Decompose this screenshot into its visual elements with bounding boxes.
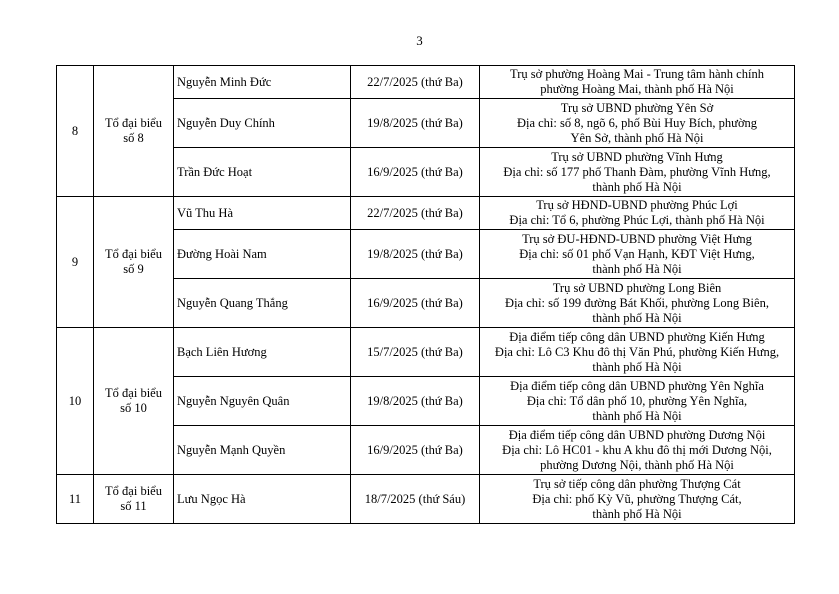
date-cell: 15/7/2025 (thứ Ba) bbox=[351, 328, 480, 377]
place-line: phường Hoàng Mai, thành phố Hà Nội bbox=[540, 82, 734, 96]
place-line: Địa chỉ: số 01 phố Vạn Hạnh, KĐT Việt Hưng, bbox=[519, 246, 755, 261]
place-line: Trụ sở UBND phường Long Biên bbox=[552, 280, 722, 295]
place-cell bbox=[480, 426, 795, 475]
group-name-line: số 8 bbox=[123, 131, 144, 145]
group-name-cell bbox=[94, 197, 174, 328]
group-name-line: Tổ đại biểu bbox=[105, 247, 162, 261]
page-number: 3 bbox=[416, 33, 423, 48]
place-cell bbox=[480, 475, 795, 524]
schedule-table bbox=[56, 65, 795, 524]
delegate-name-cell: Bạch Liên Hương bbox=[174, 328, 351, 377]
delegate-name-cell: Nguyễn Quang Thắng bbox=[174, 279, 351, 328]
table-row bbox=[57, 475, 795, 524]
delegate-name-cell: Đường Hoài Nam bbox=[174, 230, 351, 279]
place-line: Địa điểm tiếp công dân UBND phường Yên Nghĩa bbox=[510, 378, 764, 393]
place-line: thành phố Hà Nội bbox=[592, 261, 682, 276]
group-name-line: số 11 bbox=[120, 499, 147, 513]
date-cell: 16/9/2025 (thứ Ba) bbox=[351, 279, 480, 328]
place-line: Địa chỉ: Tổ dân phố 10, phường Yên Nghĩa, bbox=[526, 393, 748, 408]
date-cell: 19/8/2025 (thứ Ba) bbox=[351, 230, 480, 279]
date-cell: 22/7/2025 (thứ Ba) bbox=[351, 197, 480, 230]
place-cell bbox=[480, 279, 795, 328]
group-number-cell: 10 bbox=[57, 328, 94, 475]
group-name-line: Tổ đại biểu bbox=[105, 386, 162, 400]
place-cell bbox=[480, 148, 795, 197]
date-cell: 18/7/2025 (thứ Sáu) bbox=[351, 475, 480, 524]
place-line: thành phố Hà Nội bbox=[592, 359, 682, 374]
place-cell bbox=[480, 66, 795, 99]
group-number-cell: 11 bbox=[57, 475, 94, 524]
group-name-cell bbox=[94, 328, 174, 475]
place-line: Trụ sở ĐU-HĐND-UBND phường Việt Hưng bbox=[522, 231, 752, 246]
delegate-name-cell: Nguyễn Duy Chính bbox=[174, 99, 351, 148]
place-cell bbox=[480, 328, 795, 377]
group-name-line: Tổ đại biểu bbox=[105, 116, 162, 130]
place-line: Địa chỉ: phố Kỳ Vũ, phường Thượng Cát, bbox=[532, 491, 742, 506]
group-name-cell bbox=[94, 66, 174, 197]
place-line: Trụ sở phường Hoàng Mai - Trung tâm hành chính bbox=[510, 67, 764, 81]
place-cell bbox=[480, 230, 795, 279]
group-number-cell: 9 bbox=[57, 197, 94, 328]
group-name-line: số 9 bbox=[123, 262, 144, 276]
place-line: phường Dương Nội, thành phố Hà Nội bbox=[540, 457, 734, 472]
place-line: thành phố Hà Nội bbox=[592, 506, 682, 521]
date-cell: 19/8/2025 (thứ Ba) bbox=[351, 99, 480, 148]
place-line: Trụ sở tiếp công dân phường Thượng Cát bbox=[533, 476, 741, 491]
place-line: Địa chỉ: Lô C3 Khu đô thị Văn Phú, phường Kiến Hưng, bbox=[494, 344, 780, 359]
date-cell: 19/8/2025 (thứ Ba) bbox=[351, 377, 480, 426]
group-number-cell: 8 bbox=[57, 66, 94, 197]
place-line: Địa chỉ: số 199 đường Bát Khối, phường Long Biên, bbox=[505, 295, 769, 310]
group-name-cell bbox=[94, 475, 174, 524]
place-line: Địa chỉ: số 8, ngõ 6, phố Bùi Huy Bích, phường bbox=[516, 115, 758, 130]
place-line: Trụ sở HĐND-UBND phường Phúc Lợi bbox=[536, 198, 738, 212]
date-cell: 16/9/2025 (thứ Ba) bbox=[351, 426, 480, 475]
place-cell bbox=[480, 197, 795, 230]
table-row bbox=[57, 66, 795, 99]
place-line: thành phố Hà Nội bbox=[592, 408, 682, 423]
delegate-name-cell: Nguyễn Minh Đức bbox=[174, 66, 351, 99]
group-name-line: Tổ đại biểu bbox=[105, 484, 162, 498]
table-row bbox=[57, 328, 795, 377]
place-line: Yên Sở, thành phố Hà Nội bbox=[570, 130, 704, 145]
date-cell: 16/9/2025 (thứ Ba) bbox=[351, 148, 480, 197]
delegate-name-cell: Trần Đức Hoạt bbox=[174, 148, 351, 197]
delegate-name-cell: Nguyễn Nguyên Quân bbox=[174, 377, 351, 426]
place-line: Trụ sở UBND phường Vĩnh Hưng bbox=[551, 149, 723, 164]
date-cell: 22/7/2025 (thứ Ba) bbox=[351, 66, 480, 99]
place-line: Địa chỉ: Tổ 6, phường Phúc Lợi, thành phố Hà Nội bbox=[509, 213, 765, 227]
delegate-name-cell: Lưu Ngọc Hà bbox=[174, 475, 351, 524]
table-row bbox=[57, 197, 795, 230]
delegate-name-cell: Nguyễn Mạnh Quyền bbox=[174, 426, 351, 475]
place-line: Địa chỉ: Lô HC01 - khu A khu đô thị mới Dương Nội, bbox=[502, 442, 772, 457]
place-line: Địa chỉ: số 177 phố Thanh Đàm, phường Vĩnh Hưng, bbox=[503, 164, 771, 179]
place-line: thành phố Hà Nội bbox=[592, 310, 682, 325]
place-cell bbox=[480, 99, 795, 148]
group-name-line: số 10 bbox=[120, 401, 147, 415]
place-line: Địa điểm tiếp công dân UBND phường Dương Nội bbox=[508, 427, 766, 442]
place-line: Trụ sở UBND phường Yên Sở bbox=[560, 100, 714, 115]
place-line: thành phố Hà Nội bbox=[592, 179, 682, 194]
place-cell bbox=[480, 377, 795, 426]
delegate-name-cell: Vũ Thu Hà bbox=[174, 197, 351, 230]
place-line: Địa điểm tiếp công dân UBND phường Kiến Hưng bbox=[509, 329, 765, 344]
